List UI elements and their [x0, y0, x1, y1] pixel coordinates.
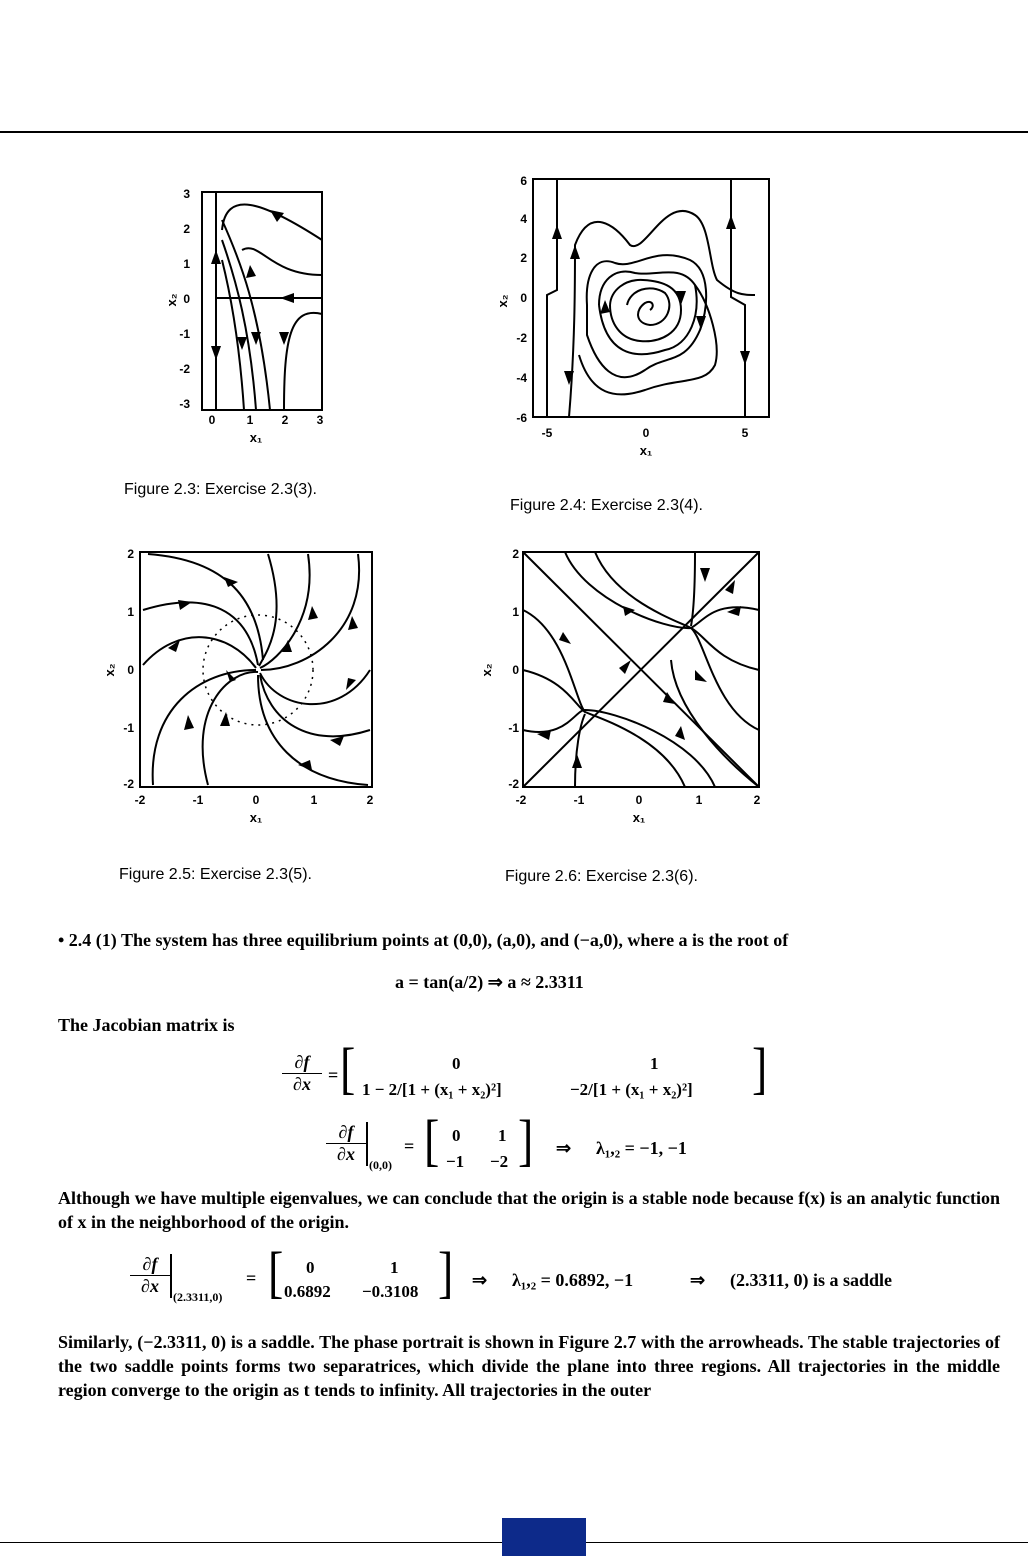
- dx-symbol: ∂x: [337, 1144, 355, 1164]
- df-symbol: ∂f: [282, 1052, 322, 1074]
- jacobian-intro: The Jacobian matrix is: [58, 1015, 235, 1035]
- ytick: 2: [127, 547, 134, 561]
- left-bracket: [: [424, 1108, 440, 1172]
- saddle-matrix-r2c1: 0.6892: [284, 1282, 331, 1301]
- xtick: -2: [515, 793, 527, 807]
- figure-2-3: [150, 180, 350, 480]
- ytick: 2: [183, 222, 190, 236]
- saddle-eigenvalues: λ₁,₂ = 0.6892, −1: [512, 1270, 634, 1290]
- df-symbol: ∂f: [326, 1122, 366, 1144]
- figure-2-6-x-ticks: [516, 793, 761, 807]
- ytick: -2: [516, 331, 527, 345]
- ytick: -1: [123, 721, 134, 735]
- equals-sign: =: [246, 1268, 257, 1288]
- saddle-matrix-r1c2: 1: [390, 1258, 399, 1277]
- saddle-matrix-r2c2: −0.3108: [362, 1282, 419, 1301]
- caption-figure-2-6: Figure 2.6: Exercise 2.3(6).: [505, 868, 698, 885]
- xtick: -1: [192, 793, 204, 807]
- df-symbol: ∂f: [130, 1254, 170, 1276]
- origin-subscript: (0,0): [369, 1158, 392, 1172]
- y-axis-label: x₂: [479, 663, 494, 677]
- x-axis-label: x₁: [639, 443, 653, 458]
- jacobian-r2c2: −2/[1 + (x₁ + x₂)²]: [570, 1080, 693, 1099]
- xtick: 1: [246, 413, 254, 427]
- origin-eigenvalues: λ₁,₂ = −1, −1: [596, 1138, 687, 1158]
- ytick: -4: [516, 371, 527, 385]
- ytick: -2: [508, 777, 519, 791]
- x-axis-label: x₁: [632, 810, 646, 825]
- right-bracket: ]: [438, 1240, 454, 1304]
- intro-line: • 2.4 (1) The system has three equilibrium points at (0,0), (a,0), and (−a,0), where a is the root of: [58, 930, 789, 950]
- ytick: 4: [520, 212, 527, 226]
- caption-figure-2-4: Figure 2.4: Exercise 2.3(4).: [510, 497, 703, 514]
- arrowheads: [168, 577, 358, 770]
- xtick: 0: [642, 426, 650, 440]
- ytick: -6: [516, 411, 527, 425]
- left-bracket: [: [268, 1240, 284, 1304]
- left-bracket: [: [340, 1036, 356, 1100]
- equation-root: a = tan(a/2) ⇒ a ≈ 2.3311: [395, 972, 584, 992]
- xtick: 3: [316, 413, 324, 427]
- header-rule: [0, 131, 1028, 133]
- trajectories: [547, 179, 755, 417]
- implies-symbol: ⇒: [556, 1138, 572, 1158]
- figure-2-3-x-ticks: [209, 413, 324, 427]
- y-axis-label: x₂: [495, 294, 510, 308]
- dx-symbol: ∂x: [141, 1276, 159, 1296]
- ytick: 0: [127, 663, 134, 677]
- xtick: -2: [134, 793, 146, 807]
- ytick: 0: [512, 663, 519, 677]
- arrowheads: [552, 215, 750, 385]
- xtick: 1: [310, 793, 318, 807]
- jacobian-r1c2: 1: [650, 1054, 659, 1073]
- caption-figure-2-5: Figure 2.5: Exercise 2.3(5).: [119, 866, 312, 883]
- paragraph-stable-node: Although we have multiple eigenvalues, we can conclude that the origin is a stable node because f(x) is an analytic function of x in the neighborhood of the origin.: [58, 1188, 1000, 1232]
- origin-matrix-r2c1: −1: [446, 1152, 465, 1171]
- paragraph-phase-portrait: Similarly, (−2.3311, 0) is a saddle. The phase portrait is shown in Figure 2.7 with the arrowheads. The stable trajectories of the two saddle points forms two separatrices, which divide the plane into three regions. All trajectories in the middle region converge to the origin as t tends to infinity. All trajectories in the outer: [58, 1332, 1000, 1400]
- right-bracket: ]: [752, 1036, 768, 1100]
- page-number-box: [502, 1518, 586, 1556]
- implies-symbol: ⇒: [690, 1270, 706, 1290]
- xtick: 2: [366, 793, 374, 807]
- ytick: 1: [183, 257, 190, 271]
- right-bracket: ]: [518, 1108, 534, 1172]
- xtick: 0: [208, 413, 216, 427]
- figure-2-5: [102, 540, 388, 830]
- ytick: -3: [179, 397, 190, 411]
- xtick: 0: [252, 793, 260, 807]
- xtick: 1: [695, 793, 703, 807]
- figure-2-4-y-ticks: [516, 174, 527, 425]
- figure-2-5-y-ticks: [123, 547, 134, 791]
- xtick: -5: [541, 426, 553, 440]
- ytick: -2: [123, 777, 134, 791]
- equals-sign: =: [404, 1136, 415, 1156]
- xtick: 5: [741, 426, 749, 440]
- ytick: 1: [512, 605, 519, 619]
- ytick: 0: [520, 291, 527, 305]
- y-axis-label: x₂: [102, 663, 117, 677]
- trajectories: [523, 552, 759, 787]
- figure-2-4-x-ticks: [542, 426, 749, 440]
- figure-2-6: [479, 540, 775, 830]
- ytick: -2: [179, 362, 190, 376]
- origin-matrix-r2c2: −2: [490, 1152, 509, 1171]
- implies-symbol: ⇒: [472, 1270, 488, 1290]
- arrowheads: [211, 210, 294, 360]
- xtick: -1: [573, 793, 585, 807]
- x-axis-label: x₁: [249, 430, 263, 445]
- ytick: 1: [127, 605, 134, 619]
- ytick: -1: [179, 327, 190, 341]
- dx-symbol: ∂x: [293, 1074, 311, 1094]
- trajectories: [216, 192, 322, 410]
- saddle-conclusion: (2.3311, 0) is a saddle: [730, 1270, 893, 1290]
- ytick: -1: [508, 721, 519, 735]
- origin-matrix-r1c2: 1: [498, 1126, 507, 1145]
- ytick: 6: [520, 174, 527, 188]
- xtick: 0: [635, 793, 643, 807]
- y-axis-label: x₂: [164, 293, 179, 307]
- figure-2-4: [495, 165, 785, 465]
- figure-2-3-y-ticks: [179, 187, 190, 411]
- xtick: 2: [281, 413, 289, 427]
- jacobian-r1c1: 0: [452, 1054, 461, 1073]
- evaluation-bar: [170, 1254, 172, 1298]
- evaluation-bar: [366, 1122, 368, 1166]
- caption-figure-2-3: Figure 2.3: Exercise 2.3(3).: [124, 481, 317, 498]
- ytick: 0: [183, 292, 190, 306]
- jacobian-r2c1: 1 − 2/[1 + (x₁ + x₂)²]: [362, 1080, 502, 1099]
- ytick: 3: [183, 187, 190, 201]
- figure-2-6-y-ticks: [508, 547, 519, 791]
- figure-2-5-x-ticks: [135, 793, 374, 807]
- x-axis-label: x₁: [249, 810, 263, 825]
- xtick: 2: [753, 793, 761, 807]
- origin-matrix-r1c1: 0: [452, 1126, 461, 1145]
- saddle-subscript: (2.3311,0): [173, 1290, 223, 1304]
- ytick: 2: [520, 251, 527, 265]
- saddle-matrix-r1c1: 0: [306, 1258, 315, 1277]
- trajectories: [143, 554, 370, 785]
- equals-sign: =: [328, 1065, 339, 1085]
- ytick: 2: [512, 547, 519, 561]
